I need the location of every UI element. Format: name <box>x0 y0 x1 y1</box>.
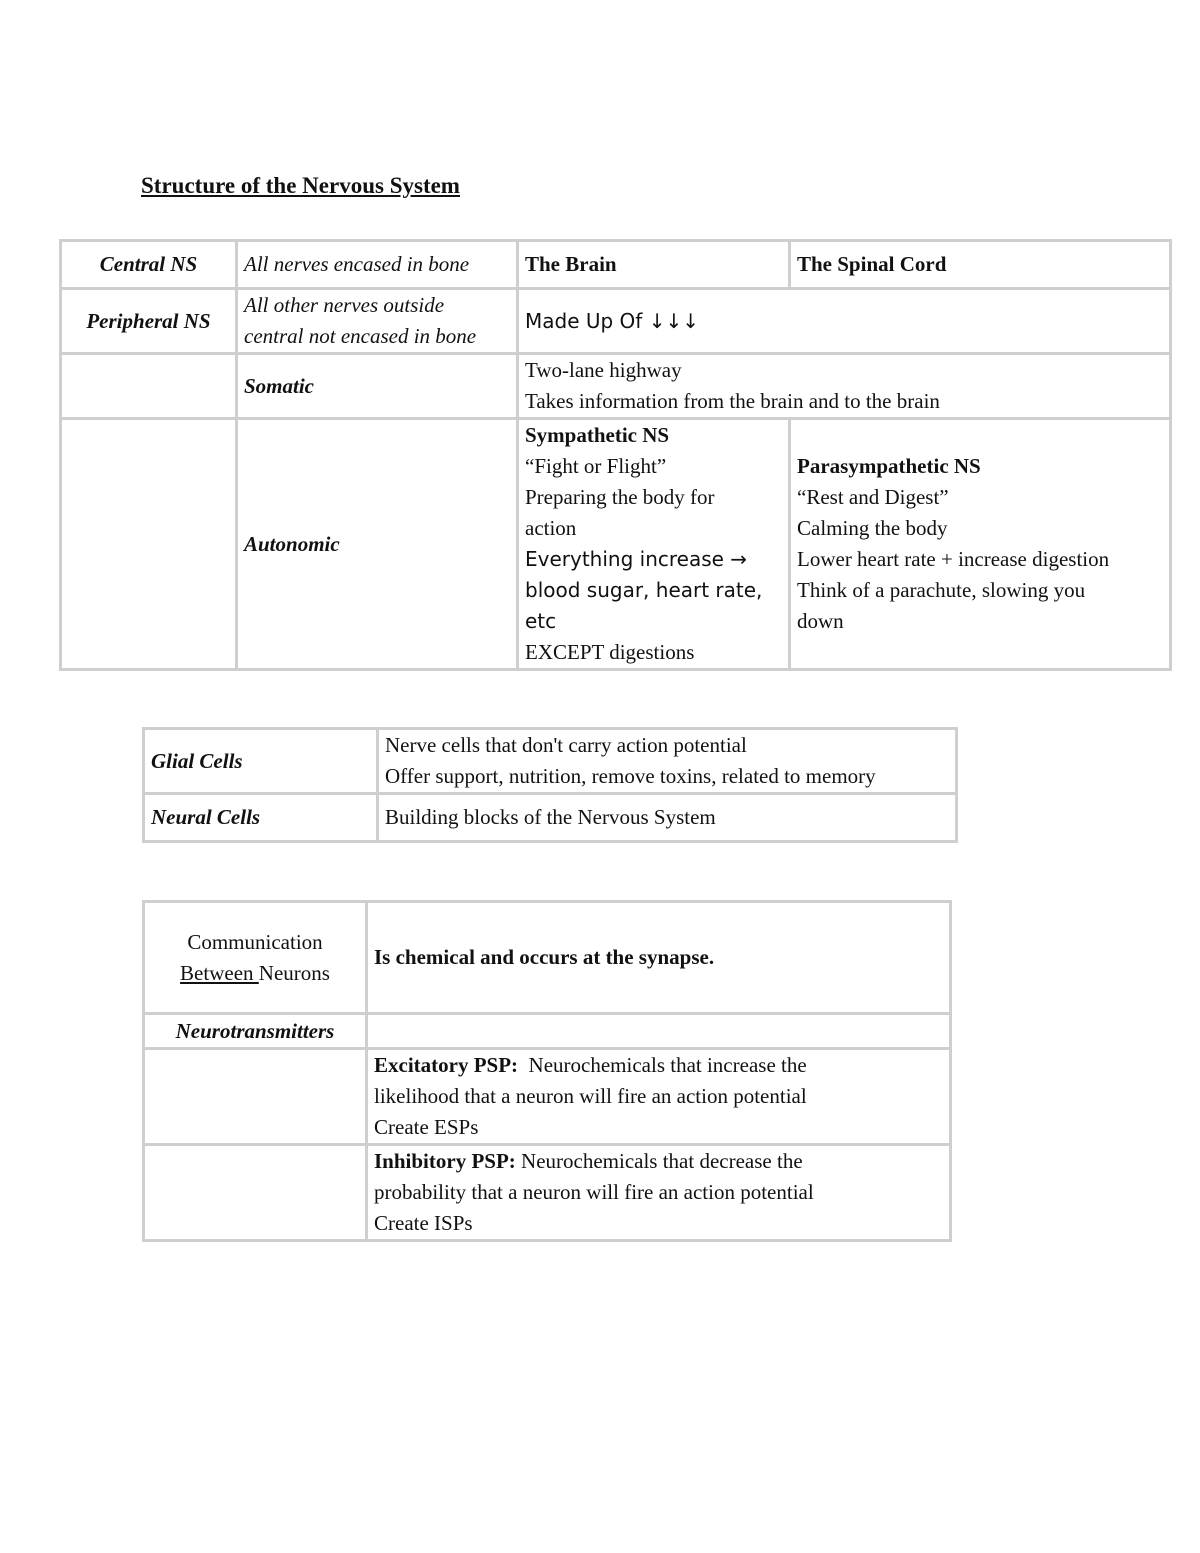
desc-line: EXCEPT digestions <box>525 640 695 664</box>
nervous-system-table <box>59 239 1172 671</box>
table-row <box>144 902 951 1014</box>
desc-line: action <box>525 516 577 540</box>
somatic-desc <box>518 354 1171 419</box>
communication-table <box>142 900 952 1242</box>
desc-line: blood sugar, heart rate, <box>525 578 763 602</box>
page-title: Structure of the Nervous System <box>141 173 460 198</box>
empty-cell <box>61 419 237 670</box>
label-line <box>151 958 359 989</box>
desc-line: Offer support, nutrition, remove toxins, related to memory <box>385 764 876 788</box>
parasympathetic-heading: Parasympathetic NS <box>797 454 981 478</box>
empty-cell <box>144 1145 367 1241</box>
desc-line: likelihood that a neuron will fire an action potential <box>374 1084 807 1108</box>
desc-line: Nerve cells that don't carry action potential <box>385 733 747 757</box>
table-row <box>61 354 1171 419</box>
label-line: Communication <box>187 929 323 954</box>
desc-line: All other nerves outside <box>244 293 445 317</box>
neurotransmitters-label: Neurotransmitters <box>144 1014 367 1049</box>
table-row <box>144 729 957 794</box>
empty-cell <box>61 354 237 419</box>
autonomic-label: Autonomic <box>237 419 518 670</box>
desc-line: down <box>797 609 844 633</box>
label-rest: Neurons <box>258 960 330 985</box>
somatic-label: Somatic <box>237 354 518 419</box>
peripheral-ns-label: Peripheral NS <box>61 289 237 354</box>
desc-line <box>374 1050 943 1081</box>
excitatory-text: Neurochemicals that increase the <box>518 1053 807 1077</box>
made-up-of-cell: Made Up Of ↓↓↓ <box>518 289 1171 354</box>
communication-label <box>144 902 367 1014</box>
desc-line: Create ISPs <box>374 1211 473 1235</box>
table-row <box>61 241 1171 289</box>
central-ns-label: Central NS <box>61 241 237 289</box>
excitatory-cell <box>367 1049 951 1145</box>
inhibitory-cell <box>367 1145 951 1241</box>
desc-line: Everything increase → <box>525 547 748 571</box>
peripheral-ns-desc <box>237 289 518 354</box>
table-row <box>61 289 1171 354</box>
desc-line: Calming the body <box>797 516 948 540</box>
desc-line: “Fight or Flight” <box>525 454 667 478</box>
table-row <box>144 794 957 842</box>
parasympathetic-cell <box>790 419 1171 670</box>
desc-line: Create ESPs <box>374 1115 479 1139</box>
desc-line: central not encased in bone <box>244 324 477 348</box>
desc-line: Takes information from the brain and to the brain <box>525 389 940 413</box>
desc-line: “Rest and Digest” <box>797 485 949 509</box>
table-row <box>144 1145 951 1241</box>
glial-cells-label: Glial Cells <box>144 729 378 794</box>
desc-line: Preparing the body for <box>525 485 715 509</box>
desc-line: Think of a parachute, slowing you <box>797 578 1086 602</box>
desc-line: Lower heart rate + increase digestion <box>797 547 1110 571</box>
glial-cells-desc <box>378 729 957 794</box>
empty-cell <box>144 1049 367 1145</box>
excitatory-heading: Excitatory PSP: <box>374 1053 519 1077</box>
table-row <box>144 1014 951 1049</box>
table-row <box>61 419 1171 670</box>
underlined-word: Between <box>180 960 259 985</box>
central-ns-desc: All nerves encased in bone <box>237 241 518 289</box>
neural-cells-desc: Building blocks of the Nervous System <box>378 794 957 842</box>
cells-table <box>142 727 958 843</box>
brain-cell: The Brain <box>518 241 790 289</box>
inhibitory-text: Neurochemicals that decrease the <box>515 1149 803 1173</box>
table-row <box>144 1049 951 1145</box>
inhibitory-heading: Inhibitory PSP: <box>374 1149 516 1173</box>
neural-cells-label: Neural Cells <box>144 794 378 842</box>
empty-cell <box>367 1014 951 1049</box>
desc-line <box>374 1146 943 1177</box>
sympathetic-cell <box>518 419 790 670</box>
desc-line: etc <box>525 609 557 633</box>
desc-line: Two-lane highway <box>525 358 682 382</box>
sympathetic-heading: Sympathetic NS <box>525 423 670 447</box>
communication-desc: Is chemical and occurs at the synapse. <box>367 902 951 1014</box>
desc-line: probability that a neuron will fire an action potential <box>374 1180 814 1204</box>
spinal-cord-cell: The Spinal Cord <box>790 241 1171 289</box>
